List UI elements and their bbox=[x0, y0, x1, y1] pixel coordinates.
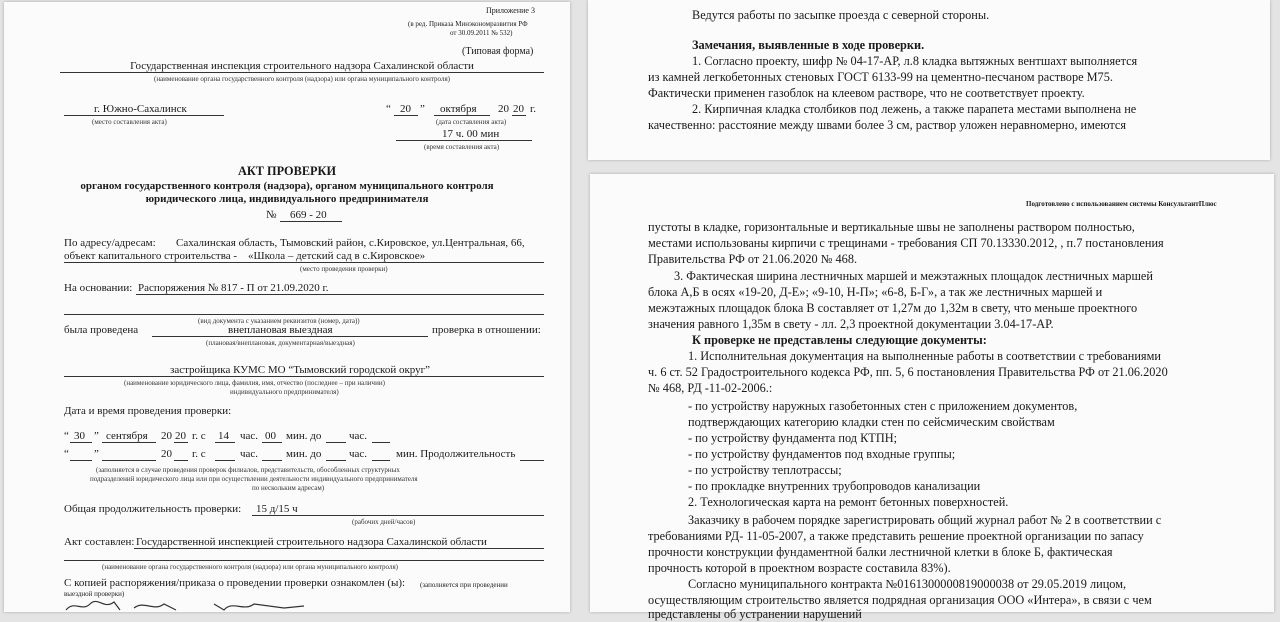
text-line: ч. 6 ст. 52 Градостроительного кодекса РФ, пп. 5, 6 постановления Правительства РФ от 21.06.2020 bbox=[648, 365, 1168, 379]
act-page-continuation-bottom bbox=[590, 174, 1274, 621]
row1-quote-close: ” bbox=[94, 430, 99, 442]
remark-1-line-1: 1. Согласно проекту, шифр № 04-17-АР, л.8 кладка вытяжных вентшахт выполняется bbox=[692, 54, 1138, 68]
row1-year: 20 bbox=[175, 430, 186, 442]
text-line: требованиями РД- 11-05-2007, а также представить решение проектной организации по запасу bbox=[648, 529, 1144, 543]
appendix-note-2: от 30.09.2011 № 532) bbox=[450, 29, 513, 37]
row1-min-unit: мин. до bbox=[286, 430, 322, 442]
conducted-suffix: проверка в отношении: bbox=[432, 324, 541, 336]
missing-docs-heading: К проверке не представлены следующие документы: bbox=[692, 333, 987, 347]
act-date-day: 20 bbox=[400, 103, 411, 115]
row1-quote-open: “ bbox=[64, 430, 69, 442]
list-item: - по устройству фундаментов под входные группы; bbox=[688, 447, 956, 461]
text-line: пустоты в кладке, горизонтальные и вертикальные швы не заполнены раствором полностью, bbox=[648, 220, 1135, 234]
act-title: АКТ ПРОВЕРКИ bbox=[237, 164, 337, 178]
missing-doc-1: 1. Исполнительная документация на выполненные работы в соответствии с требованиями bbox=[688, 349, 1161, 363]
text-line: № 468, РД -11-02-2006.: bbox=[648, 381, 773, 395]
list-item: - по устройству теплотрассы; bbox=[688, 463, 842, 477]
object-line: объект капитального строительства - bbox=[64, 250, 238, 262]
basis-caption: (вид документа с указанием реквизитов (номер, дата)) bbox=[198, 317, 360, 325]
row1-day: 30 bbox=[74, 430, 85, 442]
subject-caption: (наименование юридического лица, фамилия, имя, отчество (последнее – при наличии) bbox=[124, 379, 385, 387]
conducted-type: внеплановая выездная bbox=[228, 324, 333, 336]
remark-2-line-1: 2. Кирпичная кладка столбиков под лежень, а также парапета местами выполнена не bbox=[692, 102, 1137, 116]
list-item: - по устройству фундамента под КТПН; bbox=[688, 431, 897, 445]
text-line: местами использованы кирпичи с трещинами - требования СП 70.13330.2012, , п.7 постановления bbox=[648, 236, 1164, 250]
list-item: - по устройству наружных газобетонных стен с приложением документов, bbox=[688, 399, 1078, 413]
act-by-caption: (наименование органа государственного контроля (надзора) или органа муниципального контроля) bbox=[102, 563, 399, 571]
date-quote-open: “ bbox=[386, 103, 391, 115]
row1-year-prefix: 20 bbox=[161, 430, 172, 442]
date-quote-close: ” bbox=[420, 103, 425, 115]
subject-value: застройщика КУМС МО “Тымовский городской округ” bbox=[170, 364, 431, 376]
text-line: прочности конструкции фундаментной балки лестничной клетки в блоке Б, фактическая bbox=[648, 545, 1113, 559]
act-date-year: 20 bbox=[513, 103, 524, 115]
row1-hour: 14 bbox=[218, 430, 229, 442]
datetime-label: Дата и время проведения проверки: bbox=[64, 405, 232, 417]
number-sign: № bbox=[266, 209, 277, 221]
handwritten-signature bbox=[64, 598, 364, 614]
branches-caption: (заполняется в случае проведения проверок филиалов, представительств, обособленных структурных bbox=[96, 466, 400, 474]
row2-year-prefix: 20 bbox=[161, 448, 172, 460]
row2-from: г. с bbox=[192, 448, 206, 460]
text-line: прочность которой в проектном возрасте составила 83%). bbox=[648, 561, 951, 575]
act-subtitle-2: юридического лица, индивидуального предпринимателя bbox=[145, 193, 429, 205]
row1-hour-unit: час. bbox=[240, 430, 259, 442]
act-date-year-suffix: г. bbox=[530, 103, 537, 115]
act-number: 669 - 20 bbox=[290, 209, 327, 221]
inspection-name: Государственная инспекция строительного надзора Сахалинской области bbox=[130, 60, 474, 72]
remark-1-line-2: из камней легкобетонных стеновых ГОСТ 6133-99 на цементно-песчаном растворе М75. bbox=[648, 70, 1113, 84]
row2-hour-unit: час. bbox=[240, 448, 259, 460]
row1-month: сентября bbox=[106, 430, 148, 442]
text-line: представлены об устранении нарушений bbox=[648, 607, 862, 621]
conducted-caption: (плановая/внеплановая, документарная/выездная) bbox=[206, 339, 355, 347]
act-by-label: Акт составлен: bbox=[64, 536, 135, 548]
address-label: По адресу/адресам: bbox=[64, 237, 156, 249]
time-caption: (время составления акта) bbox=[424, 143, 500, 151]
text-line: осуществляющим строительство является подрядная организация ООО «Интера», в связи с чем bbox=[648, 593, 1152, 607]
act-by-value: Государственной инспекцией строительного надзора Сахалинской области bbox=[136, 536, 487, 548]
row1-min: 00 bbox=[265, 430, 276, 442]
conducted-label: была проведена bbox=[64, 324, 139, 336]
appendix-label: Приложение 3 bbox=[486, 6, 535, 15]
subject-caption-2: индивидуального предпринимателя) bbox=[230, 388, 339, 396]
missing-doc-2: 2. Технологическая карта на ремонт бетонных поверхностей. bbox=[688, 495, 1009, 509]
remark-3: 3. Фактическая ширина лестничных маршей и межэтажных площадок лестничных маршей bbox=[674, 269, 1153, 283]
text-line: Правительства РФ от 21.06.2020 № 468. bbox=[648, 252, 858, 266]
text-line: блока А,Б в осях «19-20, Д-Е»; «9-10, Н-П»; «6-8, Б-Г», а так же лестничных маршей и bbox=[648, 285, 1103, 299]
row1-from: г. с bbox=[192, 430, 206, 442]
object-caption: (место проведения проверки) bbox=[300, 265, 388, 273]
total-value: 15 д/15 ч bbox=[256, 503, 298, 515]
backfill-line: Ведутся работы по засыпке проезда с северной стороны. bbox=[692, 8, 990, 22]
text-line: межэтажных площадок блока В составляет от 1,27м до 1,32м в свету, что меньше проектного bbox=[648, 301, 1138, 315]
form-type: (Типовая форма) bbox=[462, 46, 534, 57]
act-subtitle: органом государственного контроля (надзора), органом муниципального контроля bbox=[80, 180, 494, 192]
address-value: Сахалинская область, Тымовский район, с.Кировское, ул.Центральная, 66, bbox=[176, 237, 525, 249]
row2-min-unit: мин. до bbox=[286, 448, 322, 460]
list-item: - по прокладке внутренних трубопроводов канализации bbox=[688, 479, 981, 493]
act-date-year-prefix: 20 bbox=[498, 103, 509, 115]
copy-line: С копией распоряжения/приказа о проведении проверки ознакомлен (ы): bbox=[64, 577, 406, 589]
inspection-caption: (наименование органа государственного контроля (надзора) или органа муниципального контроля) bbox=[153, 75, 450, 83]
remark-1-line-3: Фактически применен газоблок на клеевом растворе, что не соответствует проекту. bbox=[648, 86, 1085, 100]
basis-value: Распоряжения № 817 - П от 21.09.2020 г. bbox=[138, 282, 329, 294]
row1-end-unit: час. bbox=[349, 430, 368, 442]
list-item: подтверждающих категорию кладки стен по сейсмическим свойствам bbox=[688, 415, 1055, 429]
remarks-heading: Замечания, выявленные в ходе проверки. bbox=[692, 38, 925, 52]
total-label: Общая продолжительность проверки: bbox=[64, 503, 242, 515]
row2-quote-close: ” bbox=[94, 448, 99, 460]
basis-label: На основании: bbox=[64, 282, 133, 294]
text-line: Заказчику в рабочем порядке зарегистрировать общий журнал работ № 2 в соответствии с bbox=[688, 513, 1162, 527]
text-line: Согласно муниципального контракта №0161300000819000038 от 29.05.2019 лицом, bbox=[688, 577, 1127, 591]
branches-caption-2: подразделений юридического лица или при осуществлении деятельности индивидуального предпринимателя bbox=[90, 475, 418, 483]
consultant-plus-footer: Подготовлено с использованием системы КонсультантПлюс bbox=[1026, 200, 1217, 208]
act-date-month: октября bbox=[440, 103, 477, 115]
total-caption: (рабочих дней/часов) bbox=[352, 518, 416, 526]
row2-end-unit: час. bbox=[349, 448, 368, 460]
branches-caption-3: по нескольким адресам) bbox=[252, 484, 325, 492]
copy-note-2: выездной проверки) bbox=[64, 590, 125, 598]
act-page-continuation-top bbox=[588, 0, 1270, 160]
act-time: 17 ч. 00 мин bbox=[442, 128, 500, 140]
city: г. Южно-Сахалинск bbox=[94, 103, 187, 115]
act-page-1 bbox=[4, 2, 570, 612]
date-caption: (дата составления акта) bbox=[436, 118, 507, 126]
row2-quote-open: “ bbox=[64, 448, 69, 460]
row2-tail: мин. Продолжительность bbox=[396, 448, 516, 460]
city-caption: (место составления акта) bbox=[92, 118, 167, 126]
object-name: «Школа – детский сад в с.Кировское» bbox=[248, 250, 426, 262]
text-line: значения равного 1,35м в свету - лл. 2,3 проектной документации 3.04-17-АР. bbox=[648, 317, 1054, 331]
copy-note: (заполняется при проведении bbox=[420, 581, 508, 589]
appendix-note: (в ред. Приказа Минэкономразвития РФ bbox=[408, 20, 528, 28]
remark-2-line-2: качественно: расстояние между швами более 3 см, раствор уложен неравномерно, имеются bbox=[648, 118, 1126, 132]
